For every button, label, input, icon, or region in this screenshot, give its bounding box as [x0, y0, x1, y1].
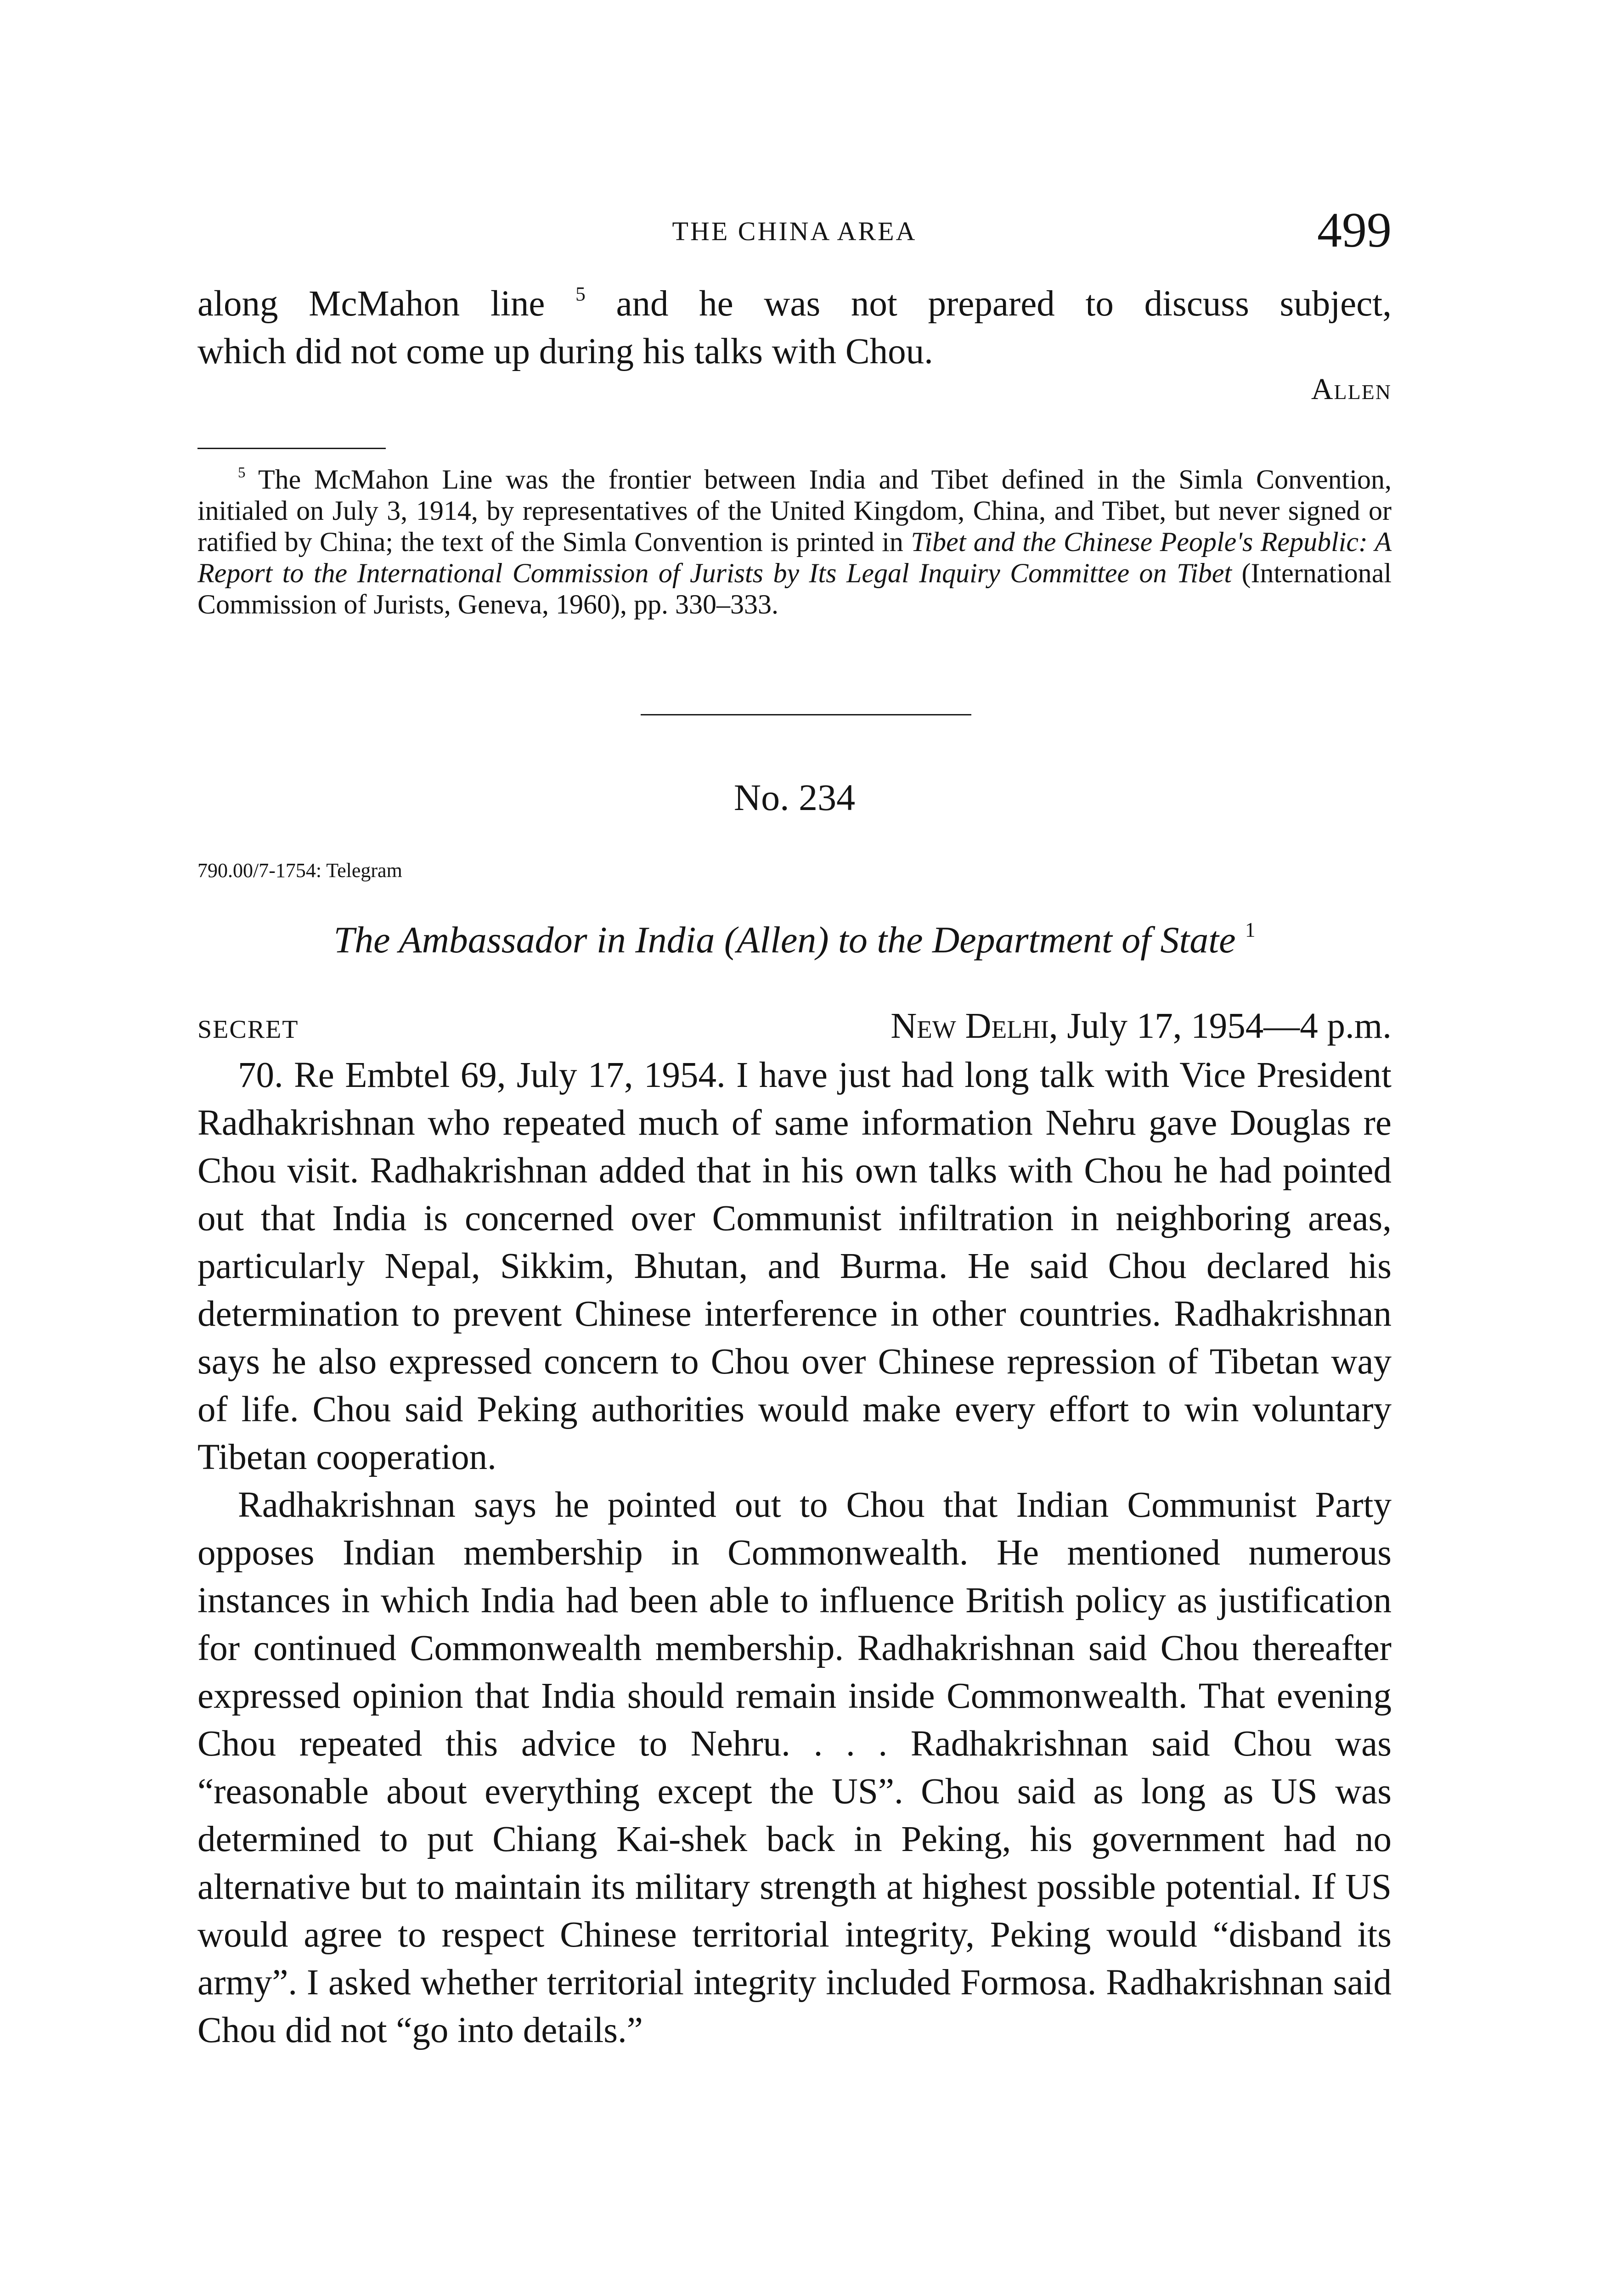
body-paragraph-1: 70. Re Embtel 69, July 17, 1954. I have just had long talk with Vice President Radhakrishnan who repeated much of same information Nehru gave Douglas re Chou visit. Radhakrishnan added that in his own talks with Chou he had pointed out that India is concerned over Communist infiltration in neighboring areas, particularly Nepal, Sikkim, Bhutan, and Burma. He said Chou declared his determination to prevent Chinese interference in other countries. Radhakrishnan says he also expressed concern to Chou over Chinese repression of Tibetan way of life. Chou said Peking authorities would make every effort to win voluntary Tibetan cooperation.	[197, 1055, 1392, 1477]
document-title	[197, 918, 1392, 962]
dateline	[891, 1006, 1392, 1047]
section-divider	[641, 714, 971, 715]
signature: Allen	[1311, 372, 1392, 406]
footnote-ref-1: 1	[1245, 918, 1256, 942]
page-number: 499	[1317, 203, 1392, 258]
footnote-5	[197, 464, 1392, 620]
running-title: THE CHINA AREA	[672, 216, 917, 246]
footnote-5-marker: 5	[238, 464, 246, 481]
continued-text-line1-b: and he was not prepared to discuss subject,	[585, 284, 1392, 324]
classification-label: SECRET	[197, 1015, 299, 1044]
body-paragraph-2: Radhakrishnan says he pointed out to Chou that Indian Communist Party opposes Indian membership in Commonwealth. He mentioned numerous instances in which India had been able to influence British policy as justification for continued Commonwealth membership. Radhakrishnan said Chou thereafter expressed opinion that India should remain inside Commonwealth. That evening Chou repeated this advice to Nehru. . . . Radhakrishnan said Chou was “reasonable about everything except the US”. Chou said as long as US was determined to put Chiang Kai-shek back in Peking, his government had no alternative but to maintain its military strength at highest possible potential. If US would agree to respect Chinese territorial integrity, Peking would “disband its army”. I asked whether territorial integrity included Formosa. Radhakrishnan said Chou did not “go into details.”	[197, 1485, 1392, 2050]
document-title-text: The Ambassador in India (Allen) to the Department of State	[333, 919, 1236, 961]
footnote-5-text-a: The McMahon Line was the frontier between India and Tibet defined in the Simla Convention, initialed on July 3, 1914, by representatives of the United Kingdom, China, and Tibet, but never signed or ratified by China; the text of the Simla Convention is printed in	[197, 464, 1392, 557]
footnote-separator	[197, 448, 386, 449]
continued-text	[197, 280, 1392, 376]
footnote-ref-5: 5	[575, 283, 586, 305]
continued-text-line1-a: along McMahon line	[197, 284, 576, 324]
footnote-5-text-b: (International Commission of Jurists, Geneva, 1960), pp. 330–333.	[197, 558, 1392, 619]
file-reference: 790.00/7-1754: Telegram	[197, 859, 402, 882]
dateline-date: , July 17, 1954—4 p.m.	[1048, 1006, 1392, 1046]
footnote-5-italic-title: Tibet and the Chinese People's Republic: A Report to the International Commission of Jurists by Its Legal Inquiry Committee on Tibet	[197, 527, 1392, 588]
document-number: No. 234	[733, 777, 856, 818]
dateline-place: New Delhi	[891, 1006, 1049, 1046]
running-head	[197, 203, 1392, 266]
message-body	[197, 1052, 1392, 2054]
continued-text-line2: which did not come up during his talks with Chou.	[197, 332, 933, 371]
